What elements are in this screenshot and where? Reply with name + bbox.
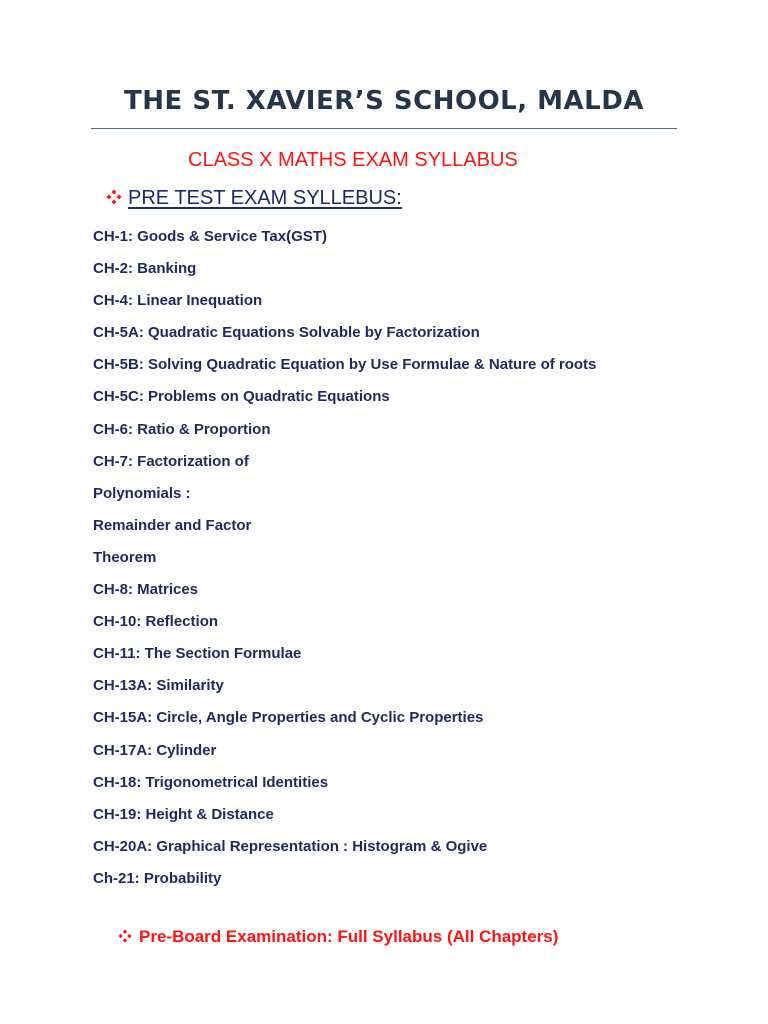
exam-title: CLASS X MATHS EXAM SYLLABUS — [188, 149, 518, 171]
pre-test-heading-text: PRE TEST EXAM SYLLEBUS: — [128, 187, 402, 209]
chapter-item: CH-2: Banking — [93, 260, 197, 278]
chapter-list — [93, 228, 596, 902]
chapter-item: Remainder and Factor — [93, 516, 252, 534]
diamond-bullet-icon — [106, 189, 122, 205]
chapter-item: CH-8: Matrices — [93, 581, 199, 599]
chapter-item: CH-1: Goods & Service Tax(GST) — [93, 228, 327, 245]
school-title: THE ST. XAVIER’S SCHOOL, MALDA — [124, 86, 644, 116]
chapter-item: CH-11: The Section Formulae — [93, 645, 302, 663]
chapter-item: CH-5B: Solving Quadratic Equation by Use Formulae & Nature of roots — [93, 356, 597, 374]
pre-board-text: Pre-Board Examination: Full Syllabus (All Chapters) — [139, 927, 559, 946]
title-divider — [91, 128, 677, 129]
chapter-item: Polynomials : — [93, 484, 191, 502]
chapter-item: CH-15A: Circle, Angle Properties and Cyclic Properties — [93, 709, 484, 727]
pre-test-heading — [106, 187, 402, 210]
chapter-item: CH-19: Height & Distance — [93, 805, 274, 823]
chapter-item: CH-7: Factorization of — [93, 452, 249, 470]
chapter-item: Ch-21: Probability — [93, 869, 222, 887]
chapter-item: CH-17A: Cylinder — [93, 741, 217, 759]
chapter-item: CH-5A: Quadratic Equations Solvable by Factorization — [93, 324, 480, 342]
pre-board-line — [118, 927, 558, 947]
chapter-item: CH-20A: Graphical Representation : Histogram & Ogive — [93, 837, 488, 855]
chapter-item: CH-10: Reflection — [93, 613, 219, 631]
diamond-bullet-icon — [118, 929, 132, 943]
chapter-item: Theorem — [93, 548, 157, 566]
chapter-item: CH-6: Ratio & Proportion — [93, 420, 271, 438]
chapter-item: CH-18: Trigonometrical Identities — [93, 773, 329, 791]
chapter-item: CH-13A: Similarity — [93, 677, 224, 695]
chapter-item: CH-4: Linear Inequation — [93, 292, 263, 310]
chapter-item: CH-5C: Problems on Quadratic Equations — [93, 388, 390, 406]
